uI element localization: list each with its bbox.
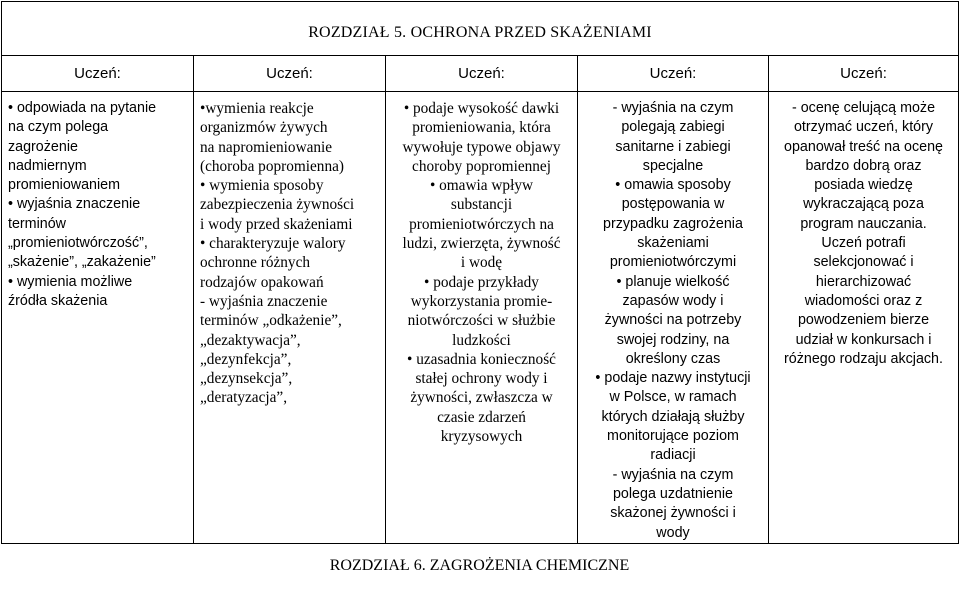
- text-line: postępowania w: [621, 196, 725, 213]
- text-line: na napromieniowanie: [200, 138, 333, 156]
- text-line: czasie zdarzeń: [437, 408, 526, 426]
- chapter-title: ROZDZIAŁ 5. OCHRONA PRZED SKAŻENIAMI: [308, 23, 652, 41]
- column-header-3: Uczeń:: [386, 56, 578, 92]
- text-line: hierarchizować: [815, 273, 912, 290]
- text-line: • podaje wysokość dawki: [403, 100, 560, 117]
- text-line: wody: [656, 524, 690, 541]
- text-line: ludzkości: [452, 331, 511, 349]
- column-cell-1: [2, 92, 194, 544]
- text-line: - wyjaśnia na czym: [612, 466, 734, 483]
- next-chapter-title: ROZDZIAŁ 6. ZAGROŻENIA CHEMICZNE: [329, 557, 630, 574]
- chapter-title-cell: [2, 2, 959, 56]
- text-line: zapasów wody i: [622, 292, 724, 309]
- column-header-5: Uczeń:: [769, 56, 959, 92]
- text-line: w Polsce, w ramach: [609, 389, 737, 406]
- text-line: udział w konkursach i: [795, 331, 932, 348]
- text-line: swojej rodziny, na: [616, 331, 730, 348]
- text-line: niotwórczości w służbie: [407, 312, 556, 330]
- text-line: posiada wiedzę: [814, 177, 913, 194]
- text-line: promieniotwórczych na: [409, 215, 554, 233]
- text-line: kryzysowych: [440, 428, 523, 446]
- text-line: polega uzdatnienie: [612, 485, 734, 502]
- column-cell-4: [578, 92, 769, 544]
- text-line: polegają zabiegi: [621, 119, 725, 136]
- text-line: • wymienia sposoby: [200, 177, 324, 195]
- text-line: „dezynsekcja”,: [200, 370, 293, 388]
- text-line: radiacji: [650, 447, 696, 464]
- text-line: • wyjaśnia znaczenie: [8, 196, 141, 213]
- text-line: selekcjonować i: [813, 254, 914, 271]
- text-line: substancji: [450, 196, 513, 214]
- column-text-1: [2, 92, 193, 311]
- text-line: • omawia sposoby: [615, 177, 731, 194]
- next-chapter-heading: [0, 557, 959, 575]
- text-line: „dezynfekcja”,: [200, 350, 292, 368]
- column-text-2: [194, 92, 385, 408]
- text-line: • odpowiada na pytanie: [8, 100, 157, 116]
- text-line: określony czas: [625, 350, 721, 367]
- text-line: • wymienia możliwe: [8, 273, 133, 290]
- text-line: wywołuje typowe objawy: [402, 138, 561, 156]
- text-line: różnego rodzaju akcjach.: [784, 350, 943, 367]
- text-line: wykraczającą poza: [803, 196, 924, 213]
- text-line: „promieniotwórczość”,: [8, 235, 148, 252]
- text-line: Uczeń potrafi: [821, 235, 906, 252]
- text-line: specjalne: [642, 157, 704, 174]
- content-row: [2, 92, 959, 544]
- text-line: na czym polega: [8, 119, 109, 136]
- text-line: otrzymać uczeń, który: [793, 119, 934, 136]
- requirements-table: [1, 1, 959, 544]
- column-cell-3: [386, 92, 578, 544]
- column-text-4: [578, 92, 768, 543]
- text-line: żywności na potrzeby: [604, 312, 742, 329]
- column-cell-2: [194, 92, 386, 544]
- text-line: - ocenę celującą może: [791, 100, 936, 116]
- text-line: ochronne różnych: [200, 254, 311, 272]
- text-line: •wymienia reakcje: [200, 100, 314, 117]
- text-line: skażonej żywności i: [610, 505, 736, 522]
- text-line: • podaje nazwy instytucji: [595, 370, 751, 387]
- column-cell-5: [769, 92, 959, 544]
- text-line: promieniotwórczymi: [609, 254, 737, 271]
- text-line: (choroba popromienna): [200, 157, 344, 175]
- text-line: wiadomości oraz z: [804, 292, 923, 309]
- text-line: • planuje wielkość: [616, 273, 730, 290]
- text-line: terminów „odkażenie”,: [200, 312, 342, 330]
- text-line: zagrożenie: [8, 138, 78, 155]
- column-header-1: Uczeń:: [2, 56, 194, 92]
- text-line: przypadku zagrożenia: [603, 215, 743, 232]
- text-line: rodzajów opakowań: [200, 273, 324, 291]
- text-line: i wodę: [460, 254, 503, 272]
- text-line: program nauczania.: [800, 215, 927, 232]
- text-line: - wyjaśnia znaczenie: [200, 292, 328, 310]
- text-line: i wody przed skażeniami: [200, 215, 353, 233]
- text-line: terminów: [8, 215, 66, 232]
- text-line: • podaje przykłady: [424, 273, 539, 291]
- text-line: wykorzystania promie-: [410, 292, 553, 310]
- text-line: - wyjaśnia na czym: [612, 100, 734, 116]
- text-line: choroby popromiennej: [412, 157, 551, 175]
- text-line: monitorujące poziom: [607, 428, 739, 445]
- text-line: sanitarne i zabiegi: [615, 138, 731, 155]
- text-line: • charakteryzuje walory: [200, 235, 346, 253]
- text-line: źródła skażenia: [8, 292, 108, 309]
- text-line: organizmów żywych: [200, 119, 328, 137]
- column-header-2: Uczeń:: [194, 56, 386, 92]
- text-line: żywności, zwłaszcza w: [410, 389, 553, 407]
- text-line: „dezaktywacja”,: [200, 331, 301, 349]
- text-line: bardzo dobrą oraz: [805, 157, 922, 174]
- text-line: opanował treść na ocenę: [784, 138, 943, 155]
- header-row: [2, 56, 959, 92]
- text-line: ludzi, zwierzęta, żywność: [402, 235, 561, 253]
- text-line: zabezpieczenia żywności: [200, 196, 355, 214]
- text-line: „skażenie”, „zakażenie”: [8, 254, 156, 271]
- text-line: „deratyzacja”,: [200, 389, 288, 407]
- column-header-4: Uczeń:: [578, 56, 769, 92]
- text-line: skażeniami: [637, 235, 709, 252]
- text-line: których działają służby: [601, 408, 745, 425]
- text-line: • uzasadnia konieczność: [407, 350, 556, 368]
- column-text-5: [769, 92, 958, 369]
- text-line: powodzeniem bierze: [797, 312, 930, 329]
- text-line: stałej ochrony wody i: [415, 370, 548, 388]
- text-line: promieniowaniem: [8, 177, 121, 194]
- text-line: • omawia wpływ: [429, 177, 534, 195]
- text-line: promieniowania, która: [412, 119, 551, 137]
- column-text-3: [386, 92, 577, 446]
- text-line: nadmiernym: [8, 157, 87, 174]
